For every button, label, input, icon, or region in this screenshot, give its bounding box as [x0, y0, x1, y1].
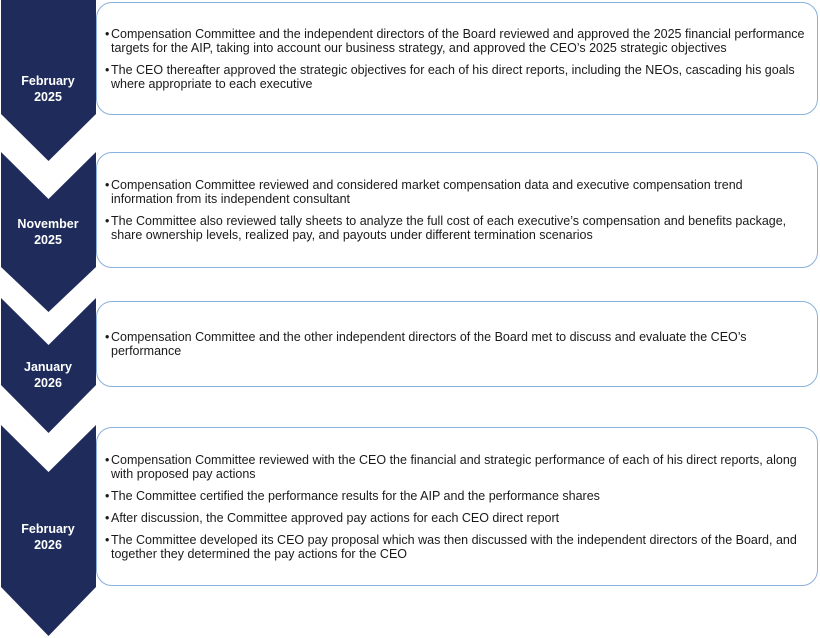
stage-4-bullet-4: • The Committee developed its CEO pay proposal which was then discussed with the independent directors of the Board, and together they determined the pay actions for the CEO: [105, 532, 797, 561]
stage-1-year: 2025: [34, 90, 62, 104]
stage-3-bullet-1: • Compensation Committee and the other independent directors of the Board met to discuss and evaluate the CEO’s performance: [105, 330, 747, 358]
stage-1-date: [4, 73, 92, 105]
stage-4-bullet-3: • After discussion, the Committee approved pay actions for each CEO direct report: [105, 510, 560, 525]
stage-4-date: [4, 521, 92, 553]
stage-1-box: [96, 2, 818, 115]
stage-2-month: November: [17, 217, 79, 231]
stage-2-box: [96, 152, 818, 268]
stage-4-bullet-2: • The Committee certified the performance results for the AIP and the performance shares: [105, 488, 600, 503]
stage-3-box: [96, 301, 818, 387]
stage-4-bullet-1: • Compensation Committee reviewed with the CEO the financial and strategic performance of each of his direct reports, along with proposed pay actions: [105, 452, 797, 481]
stage-1-bullet-2: • The CEO thereafter approved the strategic objectives for each of his direct reports, including the NEOs, cascading his goals where appropriate to each executive: [105, 62, 795, 91]
stage-4-month: February: [21, 522, 75, 536]
stage-3-year: 2026: [34, 376, 62, 390]
stage-2-bullet-2: • The Committee also reviewed tally sheets to analyze the full cost of each executive’s compensation and benefits package, share ownership levels, realized pay, and payouts under different termination scenarios: [105, 214, 787, 242]
stage-2-date: [4, 216, 92, 248]
stage-2-year: 2025: [34, 233, 62, 247]
stage-3-date: [4, 359, 92, 391]
stage-4-box: [96, 427, 818, 586]
stage-1-bullet-1: • Compensation Committee and the independent directors of the Board reviewed and approved the 2025 financial performance targets for the AIP, taking into account our business strategy, and approved the CEO’s 2025 strategic objectives: [105, 26, 805, 55]
stage-3-month: January: [24, 360, 72, 374]
stage-4-year: 2026: [34, 538, 62, 552]
stage-1-month: February: [21, 74, 75, 88]
stage-2-bullet-1: • Compensation Committee reviewed and considered market compensation data and executive compensation trend information from its independent consultant: [105, 178, 743, 206]
